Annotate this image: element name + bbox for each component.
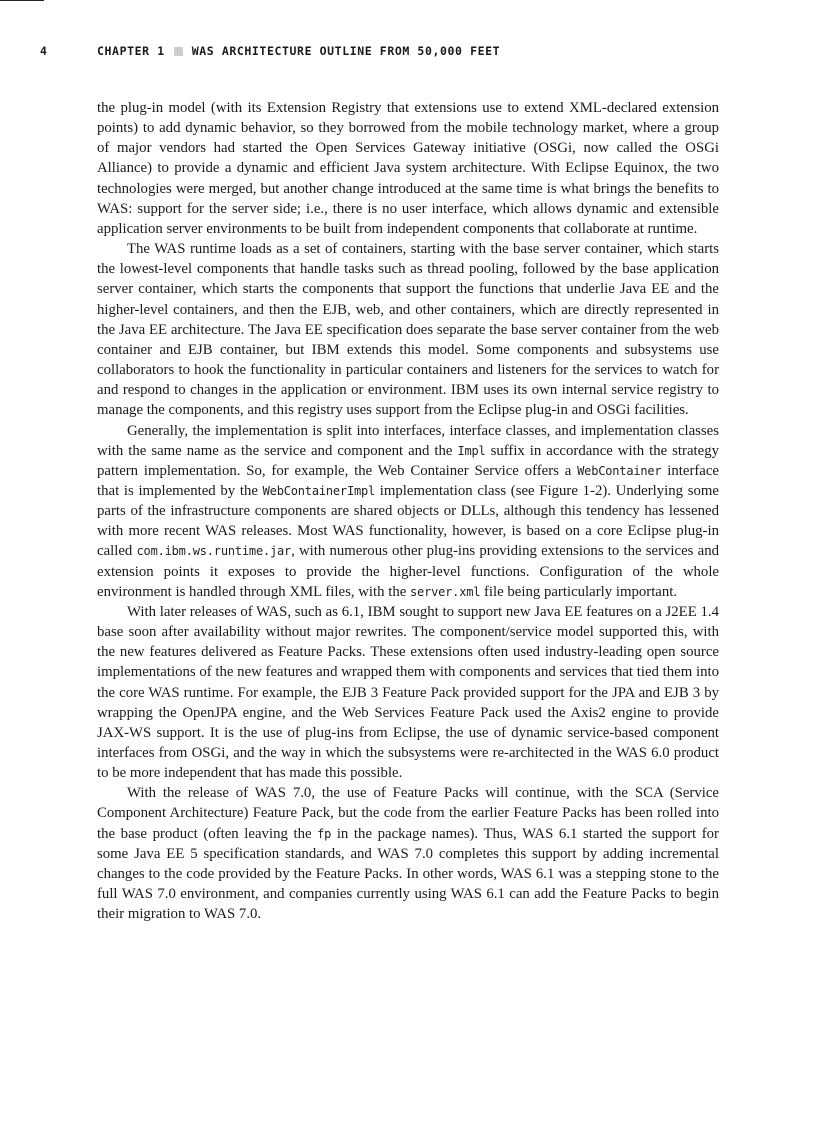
paragraph-1: the plug-in model (with its Extension Registry that extensions use to extend XML-declared extension points) to add dynamic behavior, so they borrowed from the mobile technology market, where a group of major vendors had started the Open Services Gateway initiative (OSGi, now called the OSGi Alliance) to provide a dynamic and efficient Java system architecture. With Eclipse Equinox, the two technologies were merged, but another change introduced at the same time is what brings the benefits to WAS: support for the server side; i.e., there is no user interface, which allows dynamic and extensible application server environments to be built from independent components that collaborate at runtime. bbox=[97, 100, 719, 237]
code-server-xml: server.xml bbox=[410, 584, 481, 599]
paragraph-3-text-3: interface that is implemented by the bbox=[97, 462, 720, 499]
top-rule bbox=[0, 0, 44, 1]
paragraph-5-text-1: With the release of WAS 7.0, the use of Feature Packs will continue, with the SCA (Service Component Architecture) Feature Pack, but the code from the earlier Feature Packs has been rolled into the base product (often leaving the bbox=[97, 785, 719, 842]
paragraph-3-text-2: suffix in accordance with the strategy pattern implementation. So, for example, the Web Container Service offers a bbox=[97, 442, 719, 479]
paragraph-5-text-2: in the package names). Thus, WAS 6.1 started the support for some Java EE 5 specification standards, and WAS 7.0 completes this support by adding incremental changes to the code provided by the Feature Packs. In other words, WAS 6.1 was a stepping stone to the full WAS 7.0 environment, and companies currently using WAS 6.1 can add the Feature Packs to begin their migration to WAS 7.0. bbox=[97, 825, 719, 923]
chapter-label: CHAPTER 1 bbox=[97, 44, 165, 58]
paragraph-2: The WAS runtime loads as a set of containers, starting with the base server container, which starts the lowest-level components that handle tasks such as thread pooling, followed by the base application server container, which starts the components that support the functions that underlie Java EE and the higher-level containers, and then the EJB, web, and other containers, which are directly represented in the Java EE architecture. The Java EE specification does separate the base server container from the web container and EJB container, but IBM extends this model. Some components and subsystems use collaborators to hook the functionality in particular containers and listeners for the services to watch for and respond to changes in the application or environment. IBM uses its own internal service registry to manage the components, and this registry uses support from the Eclipse plug-in and OSGi facilities. bbox=[97, 241, 719, 419]
paragraph-3 bbox=[97, 421, 719, 602]
paragraph-5 bbox=[97, 783, 719, 924]
body-text bbox=[97, 98, 719, 924]
paragraph-3-text-5: , with numerous other plug-ins providing extensions to the services and extension points it exposes to provide the higher-level functions. Configuration of the whole environment is handled through XML files, with the bbox=[97, 543, 719, 600]
running-head bbox=[40, 44, 500, 58]
code-runtime-jar: com.ibm.ws.runtime.jar bbox=[136, 544, 292, 559]
code-fp: fp bbox=[317, 826, 332, 841]
page-number: 4 bbox=[40, 44, 48, 58]
paragraph-3-text-6: file being particularly important. bbox=[480, 583, 678, 600]
code-webcontainer: WebContainer bbox=[577, 463, 662, 478]
code-webcontainerimpl: WebContainerImpl bbox=[262, 483, 376, 498]
paragraph-4: With later releases of WAS, such as 6.1, IBM sought to support new Java EE features on a J2EE 1.4 base soon after availability without major rewrites. The component/service model supported this, with the new features delivered as Feature Packs. These extensions often used industry-leading open source implementations of the new features and wrapped them with components and services that tied them into the core WAS runtime. For example, the EJB 3 Feature Pack provided support for the JPA and EJB 3 by wrapping the OpenJPA engine, and the Web Services Feature Pack used the Axis2 engine to provide JAX-WS support. It is the use of plug-ins from Eclipse, the use of dynamic service-based component interfaces from OSGi, and the way in which the subsystems were re-architected in the WAS 6.0 product to be more independent that has made this possible. bbox=[97, 603, 719, 782]
chapter-title: WAS ARCHITECTURE OUTLINE FROM 50,000 FEET bbox=[191, 44, 501, 58]
paragraph-3-text-1: Generally, the implementation is split into interfaces, interface classes, and implementation classes with the same name as the service and component and the bbox=[97, 422, 719, 459]
paragraph-3-text-4: implementation class (see Figure 1-2). Underlying some parts of the infrastructure components are shared objects or DLLs, although this tendency has lessened with more recent WAS releases. Most WAS functionality, however, is based on a core Eclipse plug-in called bbox=[97, 482, 719, 560]
header-separator-icon bbox=[174, 47, 183, 56]
code-impl: Impl bbox=[457, 443, 486, 458]
